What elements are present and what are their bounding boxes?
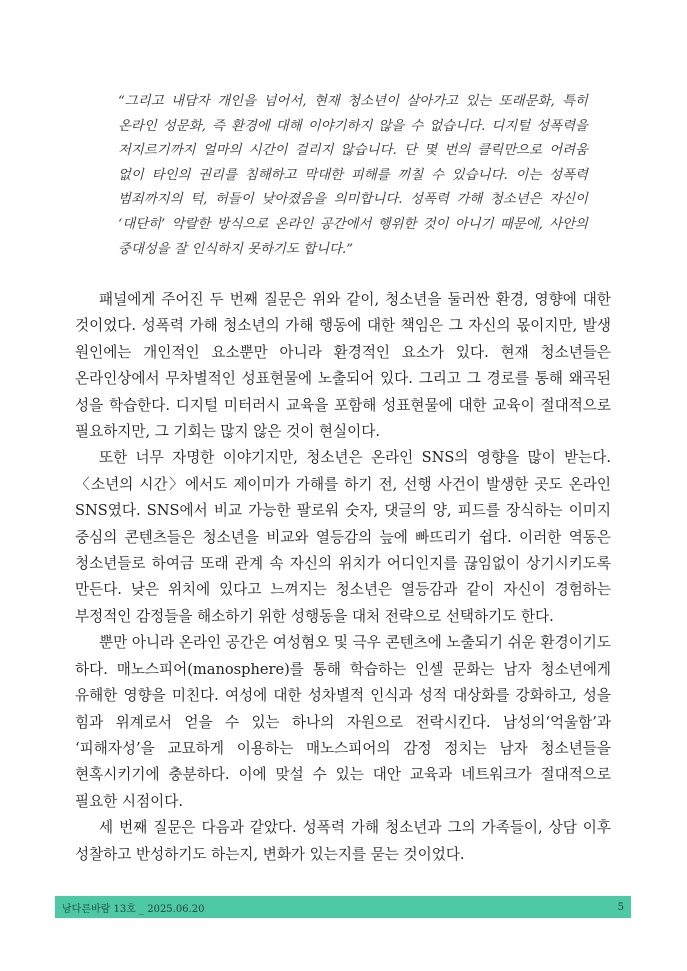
paragraph-1: 패널에게 주어진 두 번째 질문은 위와 같이, 청소년을 둘러싼 환경, 영향에 대한 것이었다. 성폭력 가해 청소년의 가해 행동에 대한 책임은 그 자신의 몫이지만, 발생 원인에는 개인적인 요소뿐만 아니라 환경적인 요소가 있다. 현재 청소년들은 온라인상에서 무차별적인 성표현물에 노출되어 있다. 그리고 그 경로를 통해 왜곡된 성을 학습한다. 디지털 미터러시 교육을 포함해 성표현물에 대한 교육이 절대적으로 필요하지만, 그 기회는 많지 않은 것이 현실이다.	[75, 291, 611, 441]
page-footer	[55, 896, 631, 918]
paragraph-4: 세 번째 질문은 다음과 같았다. 성폭력 가해 청소년과 그의 가족들이, 상담 이후 성찰하고 반성하기도 하는지, 변화가 있는지를 묻는 것이었다.	[75, 819, 611, 863]
interview-quote	[118, 90, 588, 262]
article-body	[75, 287, 611, 868]
footer-publication: 남다른바람 13호 _ 2025.06.20	[62, 903, 205, 915]
quote-text: “그리고 내담자 개인을 넘어서, 현재 청소년이 살아가고 있는 또래문화, 특히 온라인 성문화, 즉 환경에 대해 이야기하지 않을 수 없습니다. 디지털 성폭력을 저지르기까지 얼마의 시간이 걸리지 않습니다. 단 몇 번의 클릭만으로 어려움 없이 타인의 권리를 침해하고 막대한 피해를 끼칠 수 있습니다. 이는 성폭력 범죄까지의 턱, 허들이 낮아졌음을 의미합니다. 성폭력 가해 청소년은 자신이 ‘대단히’ 악랄한 방식으로 온라인 공간에서 행위한 것이 아니기 때문에, 사안의 중대성을 잘 인식하지 못하기도 합니다.”	[118, 94, 588, 257]
paragraph-3: 뿐만 아니라 온라인 공간은 여성혐오 및 극우 콘텐츠에 노출되기 쉬운 환경이기도 하다. 매노스피어(manosphere)를 통해 학습하는 인셀 문화는 남자 청소년에게 유해한 영향을 미친다. 여성에 대한 성차별적 인식과 성적 대상화를 강화하고, 성을 힘과 위계로서 얻을 수 있는 하나의 자원으로 전락시킨다. 남성의‘억울함’과 ‘피해자성’을 교묘하게 이용하는 매노스피어의 감정 정치는 남자 청소년들을 현혹시키기에 충분하다. 이에 맞설 수 있는 대안 교육과 네트워크가 절대적으로 필요한 시점이다.	[75, 634, 611, 810]
page-number: 5	[617, 901, 624, 913]
paragraph-2: 또한 너무 자명한 이야기지만, 청소년은 온라인 SNS의 영향을 많이 받는다. 〈소년의 시간〉에서도 제이미가 가해를 하기 전, 선행 사건이 발생한 곳도 온라인 SNS였다. SNS에서 비교 가능한 팔로워 숫자, 댓글의 양, 피드를 장식하는 이미지 중심의 콘텐츠들은 청소년을 비교와 열등감의 늪에 빠뜨리기 쉽다. 이러한 역동은 청소년들로 하여금 또래 관계 속 자신의 위치가 어디인지를 끊임없이 상기시키도록 만든다. 낮은 위치에 있다고 느껴지는 청소년은 열등감과 같이 자신이 경험하는 부정적인 감정들을 해소하기 위한 성행동을 대처 전략으로 선택하기도 한다.	[75, 449, 611, 625]
